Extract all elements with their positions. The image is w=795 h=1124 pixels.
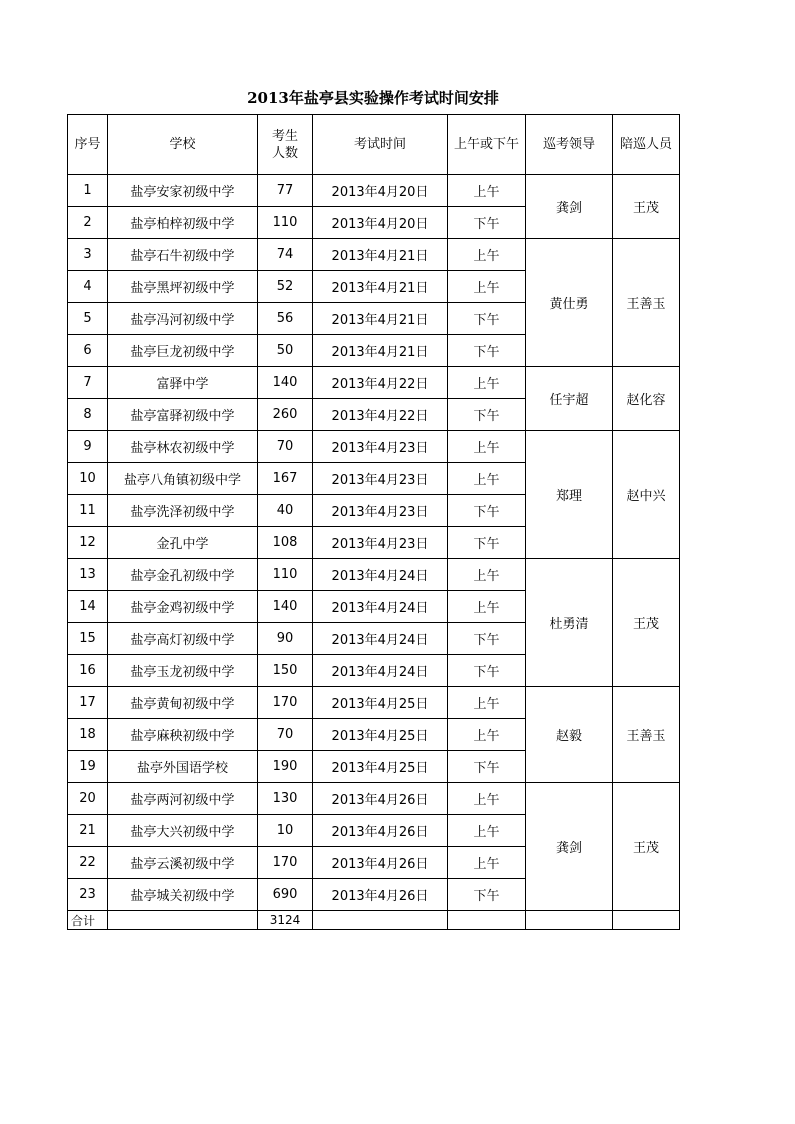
- row-number: 5: [68, 303, 108, 335]
- table-row: [68, 559, 680, 591]
- table-row: [68, 239, 680, 271]
- student-count: 167: [258, 463, 313, 495]
- student-count: 56: [258, 303, 313, 335]
- exam-date: 2013年4月23日: [313, 527, 448, 559]
- exam-date: 2013年4月26日: [313, 847, 448, 879]
- exam-period: 上午: [448, 431, 526, 463]
- student-count: 140: [258, 367, 313, 399]
- school-name: 盐亭洗泽初级中学: [108, 495, 258, 527]
- school-name: 盐亭八角镇初级中学: [108, 463, 258, 495]
- student-count: 50: [258, 335, 313, 367]
- exam-period: 上午: [448, 847, 526, 879]
- row-number: 23: [68, 879, 108, 911]
- school-name: 盐亭富驿初级中学: [108, 399, 258, 431]
- exam-date: 2013年4月21日: [313, 303, 448, 335]
- student-count: 52: [258, 271, 313, 303]
- exam-period: 下午: [448, 207, 526, 239]
- school-name: 盐亭安家初级中学: [108, 175, 258, 207]
- exam-period: 下午: [448, 335, 526, 367]
- exam-date: 2013年4月20日: [313, 207, 448, 239]
- student-count: 130: [258, 783, 313, 815]
- escort-staff: 王善玉: [613, 687, 680, 783]
- student-count: 110: [258, 207, 313, 239]
- exam-date: 2013年4月24日: [313, 623, 448, 655]
- row-number: 9: [68, 431, 108, 463]
- inspection-leader: 黄仕勇: [526, 239, 613, 367]
- exam-date: 2013年4月26日: [313, 783, 448, 815]
- header-row: [68, 115, 680, 175]
- school-name: 盐亭高灯初级中学: [108, 623, 258, 655]
- total-empty-cell: [313, 911, 448, 930]
- exam-date: 2013年4月23日: [313, 463, 448, 495]
- exam-period: 上午: [448, 815, 526, 847]
- total-count: 3124: [258, 911, 313, 930]
- exam-date: 2013年4月24日: [313, 591, 448, 623]
- escort-staff: 王茂: [613, 559, 680, 687]
- total-empty-cell: [448, 911, 526, 930]
- row-number: 17: [68, 687, 108, 719]
- exam-period: 上午: [448, 783, 526, 815]
- exam-date: 2013年4月26日: [313, 815, 448, 847]
- escort-staff: 赵化容: [613, 367, 680, 431]
- schedule-body: [68, 115, 680, 930]
- total-empty-cell: [108, 911, 258, 930]
- row-number: 4: [68, 271, 108, 303]
- row-number: 11: [68, 495, 108, 527]
- exam-date: 2013年4月20日: [313, 175, 448, 207]
- row-number: 6: [68, 335, 108, 367]
- exam-date: 2013年4月22日: [313, 367, 448, 399]
- page-title: 2013年盐亭县实验操作考试时间安排: [247, 89, 499, 107]
- row-number: 12: [68, 527, 108, 559]
- exam-period: 下午: [448, 495, 526, 527]
- exam-date: 2013年4月24日: [313, 655, 448, 687]
- exam-date: 2013年4月22日: [313, 399, 448, 431]
- student-count: 90: [258, 623, 313, 655]
- header-escort: 陪巡人员: [613, 115, 680, 175]
- exam-period: 下午: [448, 751, 526, 783]
- escort-staff: 王善玉: [613, 239, 680, 367]
- row-number: 10: [68, 463, 108, 495]
- exam-date: 2013年4月25日: [313, 751, 448, 783]
- school-name: 盐亭麻秧初级中学: [108, 719, 258, 751]
- header-no: 序号: [68, 115, 108, 175]
- table-row: [68, 687, 680, 719]
- exam-period: 上午: [448, 271, 526, 303]
- student-count: 108: [258, 527, 313, 559]
- school-name: 盐亭石牛初级中学: [108, 239, 258, 271]
- exam-period: 下午: [448, 655, 526, 687]
- inspection-leader: 龚剑: [526, 783, 613, 911]
- school-name: 盐亭金鸡初级中学: [108, 591, 258, 623]
- school-name: 盐亭大兴初级中学: [108, 815, 258, 847]
- row-number: 16: [68, 655, 108, 687]
- total-label: 合计: [68, 911, 108, 930]
- student-count: 170: [258, 687, 313, 719]
- school-name: 盐亭金孔初级中学: [108, 559, 258, 591]
- school-name: 盐亭黑坪初级中学: [108, 271, 258, 303]
- exam-date: 2013年4月26日: [313, 879, 448, 911]
- exam-period: 上午: [448, 367, 526, 399]
- row-number: 8: [68, 399, 108, 431]
- exam-date: 2013年4月21日: [313, 271, 448, 303]
- student-count: 40: [258, 495, 313, 527]
- escort-staff: 赵中兴: [613, 431, 680, 559]
- student-count: 140: [258, 591, 313, 623]
- header-count: 考生人数: [258, 115, 313, 175]
- student-count: 260: [258, 399, 313, 431]
- inspection-leader: 郑理: [526, 431, 613, 559]
- student-count: 150: [258, 655, 313, 687]
- row-number: 13: [68, 559, 108, 591]
- total-empty-cell: [526, 911, 613, 930]
- school-name: 盐亭云溪初级中学: [108, 847, 258, 879]
- row-number: 3: [68, 239, 108, 271]
- header-school: 学校: [108, 115, 258, 175]
- row-number: 19: [68, 751, 108, 783]
- school-name: 富驿中学: [108, 367, 258, 399]
- exam-period: 下午: [448, 879, 526, 911]
- row-number: 21: [68, 815, 108, 847]
- row-number: 1: [68, 175, 108, 207]
- row-number: 2: [68, 207, 108, 239]
- exam-date: 2013年4月25日: [313, 687, 448, 719]
- school-name: 盐亭外国语学校: [108, 751, 258, 783]
- exam-period: 上午: [448, 719, 526, 751]
- school-name: 盐亭林农初级中学: [108, 431, 258, 463]
- school-name: 盐亭柏梓初级中学: [108, 207, 258, 239]
- schedule-table: [67, 114, 680, 930]
- exam-period: 下午: [448, 399, 526, 431]
- exam-period: 下午: [448, 527, 526, 559]
- row-number: 7: [68, 367, 108, 399]
- exam-period: 上午: [448, 687, 526, 719]
- total-empty-cell: [613, 911, 680, 930]
- table-row: [68, 175, 680, 207]
- exam-date: 2013年4月21日: [313, 335, 448, 367]
- table-row: [68, 367, 680, 399]
- row-number: 20: [68, 783, 108, 815]
- school-name: 盐亭巨龙初级中学: [108, 335, 258, 367]
- inspection-leader: 杜勇清: [526, 559, 613, 687]
- inspection-leader: 龚剑: [526, 175, 613, 239]
- school-name: 盐亭冯河初级中学: [108, 303, 258, 335]
- row-number: 22: [68, 847, 108, 879]
- exam-period: 下午: [448, 303, 526, 335]
- exam-date: 2013年4月23日: [313, 495, 448, 527]
- escort-staff: 王茂: [613, 783, 680, 911]
- school-name: 金孔中学: [108, 527, 258, 559]
- student-count: 77: [258, 175, 313, 207]
- student-count: 110: [258, 559, 313, 591]
- escort-staff: 王茂: [613, 175, 680, 239]
- header-date: 考试时间: [313, 115, 448, 175]
- school-name: 盐亭城关初级中学: [108, 879, 258, 911]
- exam-date: 2013年4月24日: [313, 559, 448, 591]
- inspection-leader: 任宇超: [526, 367, 613, 431]
- student-count: 10: [258, 815, 313, 847]
- total-row: [68, 911, 680, 930]
- table-row: [68, 783, 680, 815]
- exam-period: 上午: [448, 175, 526, 207]
- row-number: 18: [68, 719, 108, 751]
- student-count: 74: [258, 239, 313, 271]
- header-period: 上午或下午: [448, 115, 526, 175]
- inspection-leader: 赵毅: [526, 687, 613, 783]
- exam-date: 2013年4月21日: [313, 239, 448, 271]
- student-count: 70: [258, 431, 313, 463]
- student-count: 690: [258, 879, 313, 911]
- exam-period: 上午: [448, 463, 526, 495]
- exam-period: 上午: [448, 559, 526, 591]
- exam-period: 上午: [448, 239, 526, 271]
- school-name: 盐亭两河初级中学: [108, 783, 258, 815]
- exam-period: 下午: [448, 623, 526, 655]
- exam-date: 2013年4月25日: [313, 719, 448, 751]
- row-number: 14: [68, 591, 108, 623]
- table-row: [68, 431, 680, 463]
- school-name: 盐亭玉龙初级中学: [108, 655, 258, 687]
- school-name: 盐亭黄甸初级中学: [108, 687, 258, 719]
- student-count: 170: [258, 847, 313, 879]
- student-count: 190: [258, 751, 313, 783]
- row-number: 15: [68, 623, 108, 655]
- exam-period: 上午: [448, 591, 526, 623]
- student-count: 70: [258, 719, 313, 751]
- exam-date: 2013年4月23日: [313, 431, 448, 463]
- header-leader: 巡考领导: [526, 115, 613, 175]
